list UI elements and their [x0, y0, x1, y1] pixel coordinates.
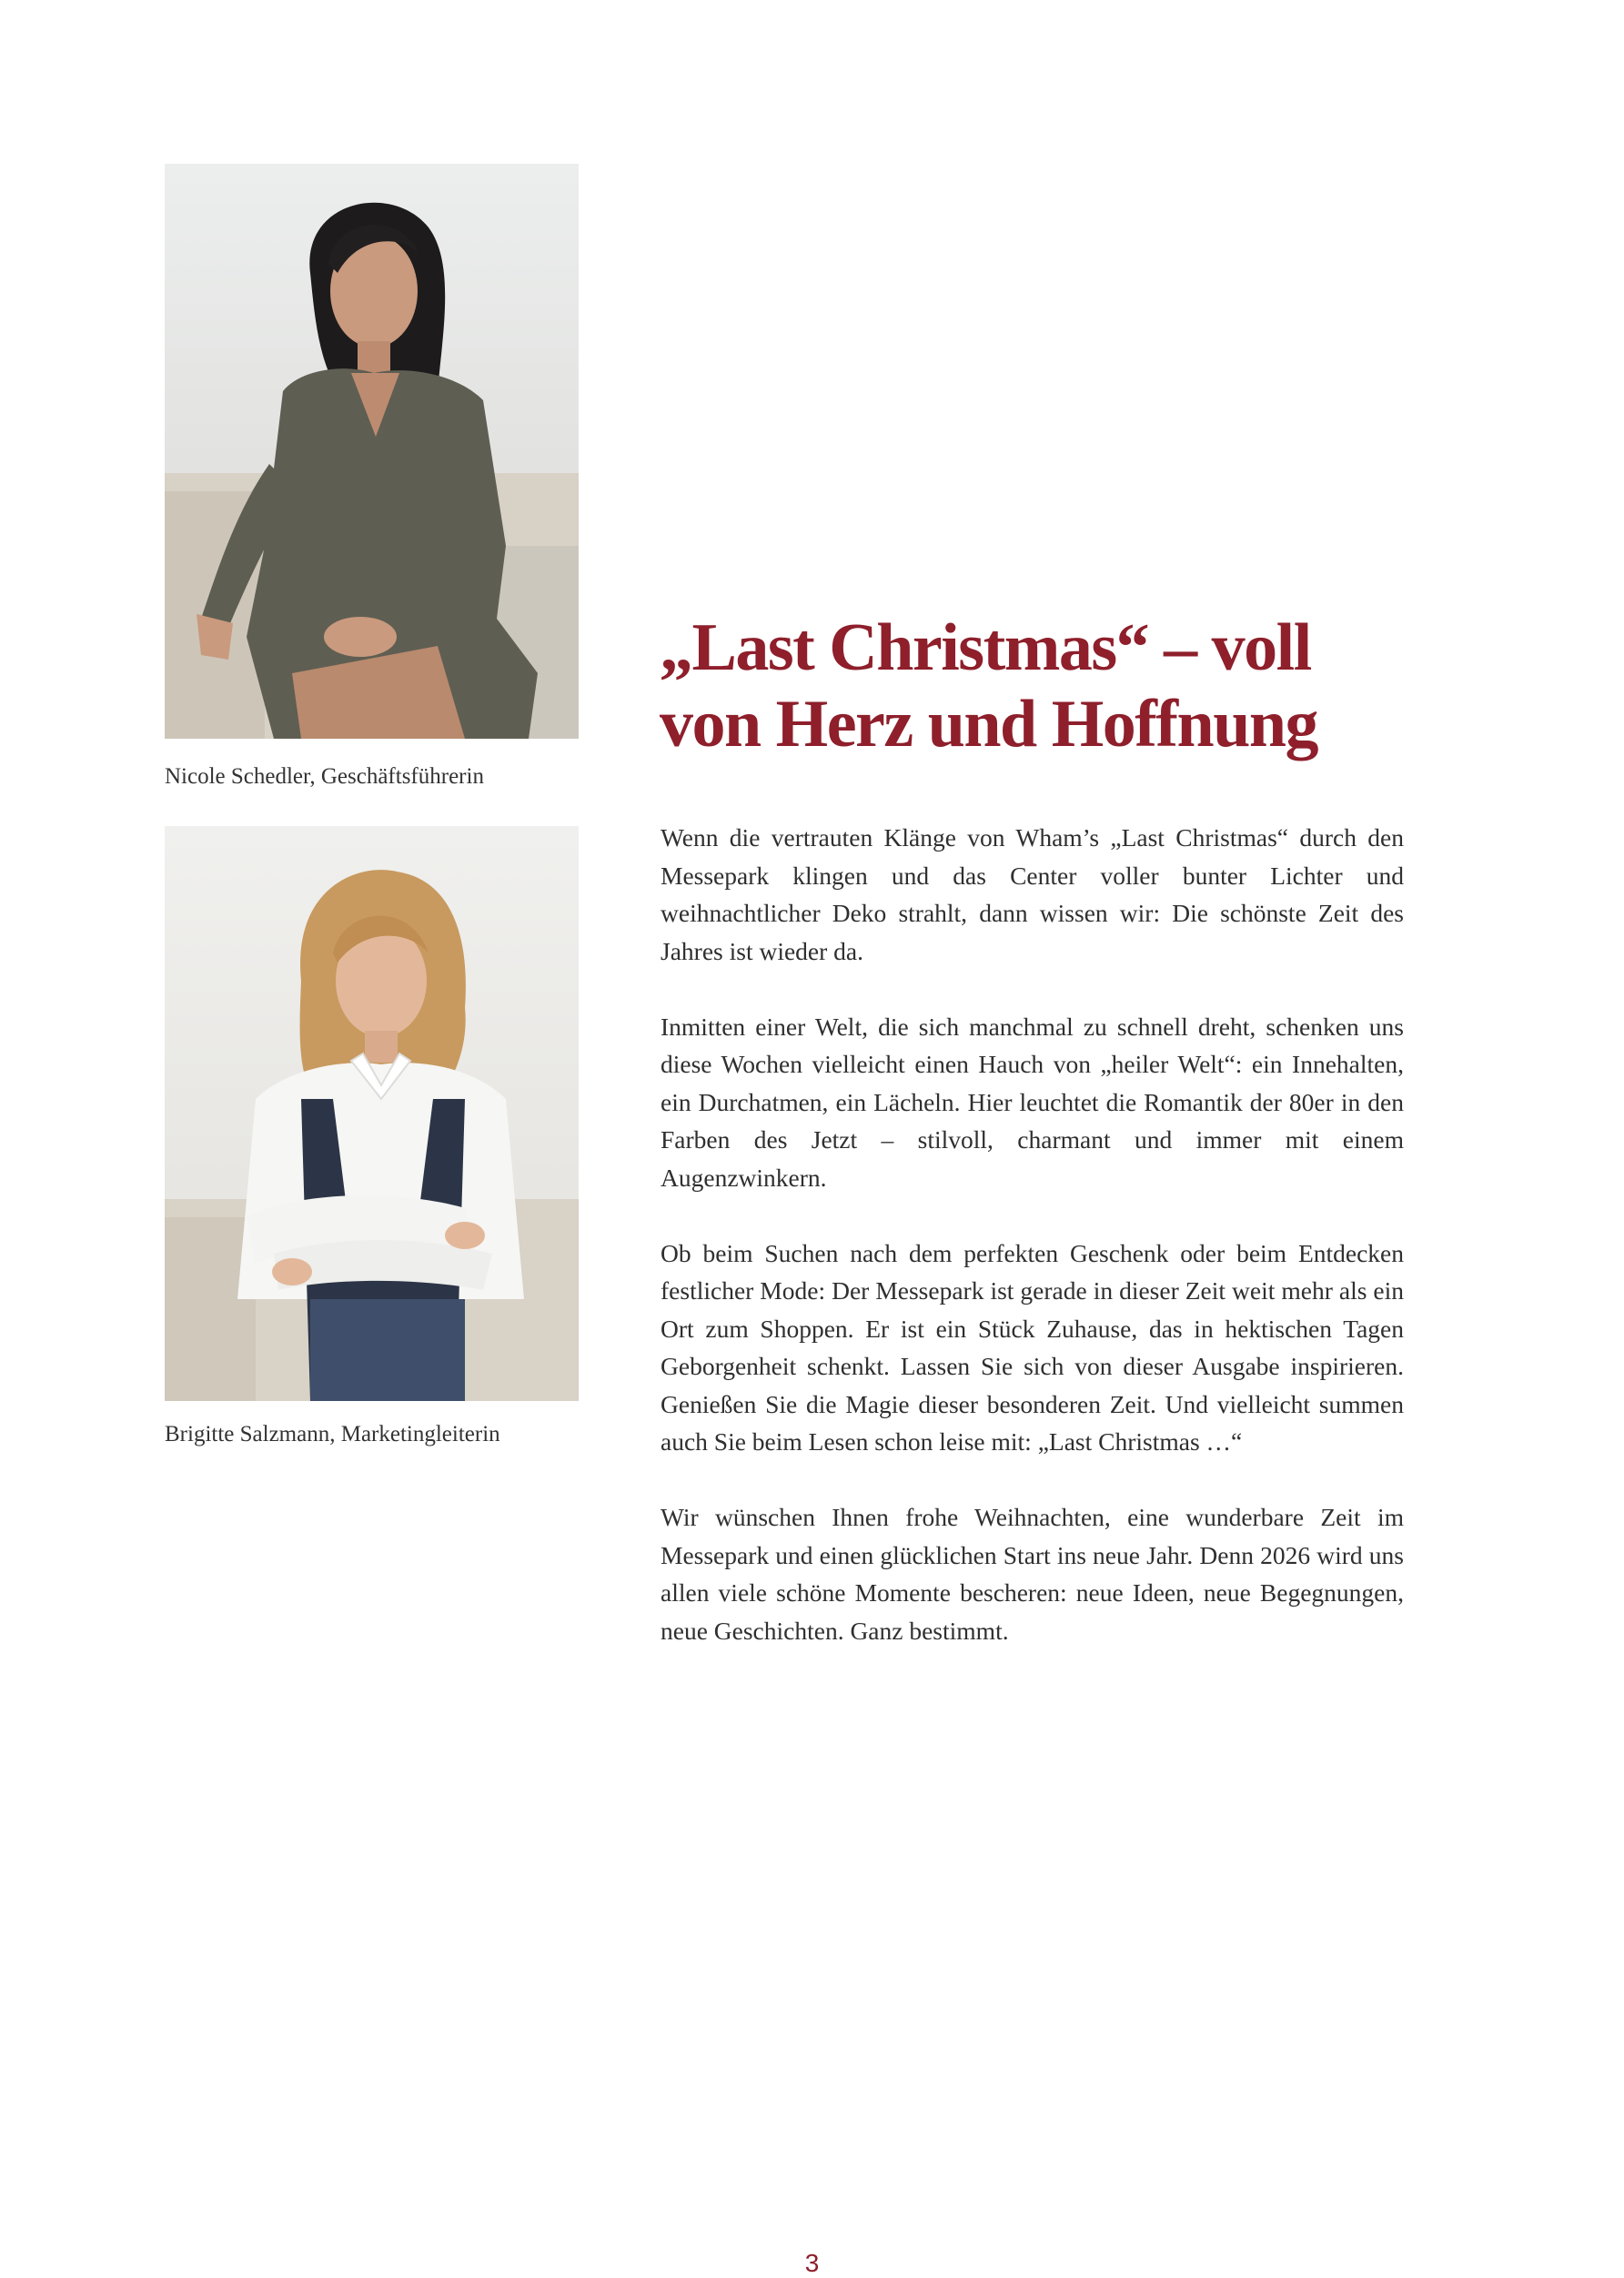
- article-headline: [660, 610, 1478, 762]
- page-number: 3: [804, 2249, 820, 2277]
- portrait-photo-blonde-hair-icon: [165, 826, 579, 1401]
- portrait-photo-dark-hair-icon: [165, 164, 579, 739]
- portrait-photo-brigitte-salzmann: [165, 826, 579, 1401]
- headline-line: von Herz und Hoffnung: [660, 687, 1318, 761]
- article-paragraph: Ob beim Suchen nach dem perfekten Geschenk oder beim Entdecken festlicher Mode: Der Messepark ist gerade in dieser Zeit weit mehr als ein Ort zum Shoppen. Er ist ein Stück Zuhause, das in hektischen Tagen Geborgenheit schenkt. Lassen Sie sich von dieser Ausgabe inspirieren. Genießen Sie die Magie dieser besonderen Zeit. Und vielleicht summen auch Sie beim Lesen schon leise mit: „Last Christmas …“: [661, 1238, 1404, 1456]
- article-paragraph: Wenn die vertrauten Klänge von Wham’s „Last Christmas“ durch den Messepark klingen und das Center voller bunter Lichter und weihnachtlicher Deko strahlt, dann wissen wir: Die schönste Zeit des Jahres ist wieder da.: [661, 823, 1404, 965]
- photo-caption: Brigitte Salzmann, Marketingleiterin: [165, 1422, 500, 1446]
- article-paragraph: Inmitten einer Welt, die sich manchmal zu schnell dreht, schenken uns diese Wochen vielleicht einen Hauch von „heiler Welt“: ein Innehalten, ein Durchatmen, ein Lächeln. Hier leuchtet die Romantik der 80er in den Farben des Jetzt – stilvoll, charmant und immer mit einem Augenzwinkern.: [661, 1012, 1404, 1192]
- article-body: [661, 819, 1404, 1688]
- portrait-photo-nicole-schedler: [165, 164, 579, 739]
- headline-line: „Last Christmas“ – voll: [660, 610, 1311, 685]
- photo-caption: Nicole Schedler, Geschäftsführerin: [165, 764, 484, 789]
- article-paragraph: Wir wünschen Ihnen frohe Weihnachten, eine wunderbare Zeit im Messepark und einen glücklichen Start ins neue Jahr. Denn 2026 wird uns allen viele schöne Momente bescheren: neue Ideen, neue Begegnungen, neue Geschichten. Ganz bestimmt.: [661, 1503, 1404, 1645]
